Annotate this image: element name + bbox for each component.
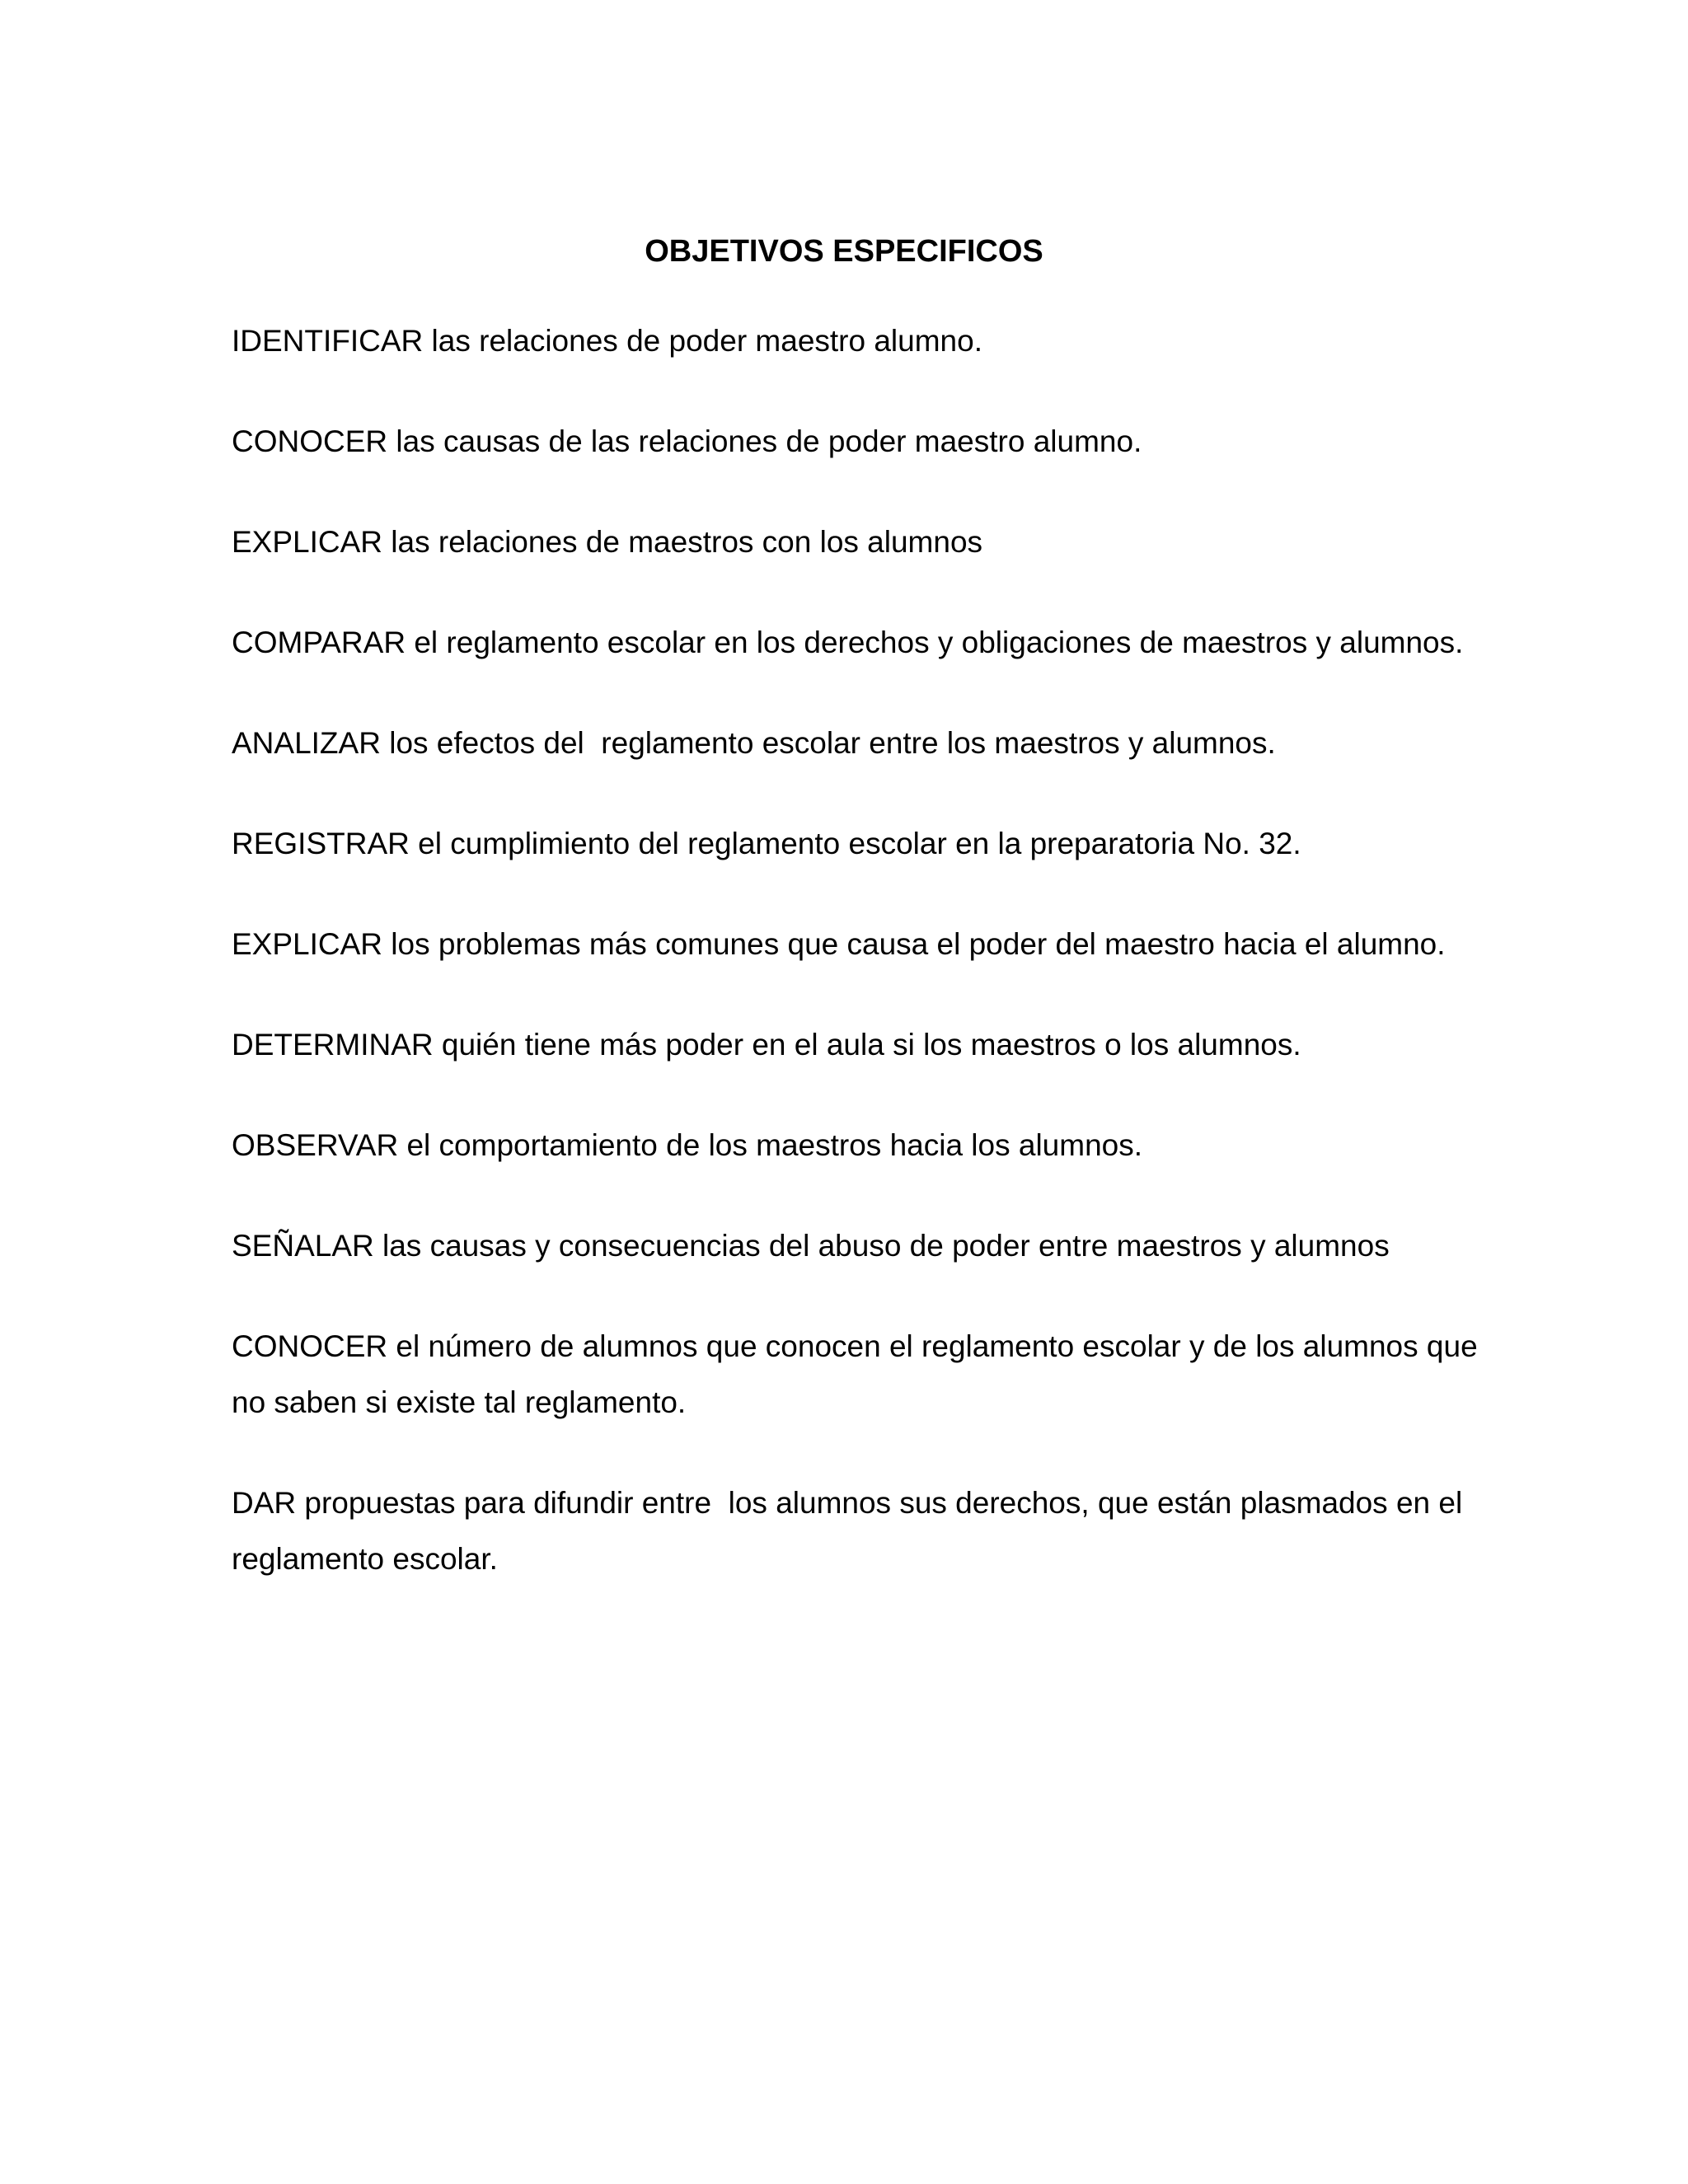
objectives-list [232, 313, 1517, 1632]
objective-verb: CONOCER [232, 1329, 388, 1363]
objective-item [232, 1319, 1517, 1431]
objective-item [232, 1218, 1517, 1274]
objective-item [232, 1017, 1517, 1073]
objective-item [232, 715, 1517, 771]
objective-item [232, 916, 1517, 972]
objective-item [232, 514, 1517, 570]
objective-verb: EXPLICAR [232, 525, 383, 559]
objective-verb: CONOCER [232, 424, 388, 458]
objective-text: las causas y consecuencias del abuso de poder entre maestros y alumnos [373, 1229, 1390, 1263]
objective-text: los problemas más comunes que causa el poder del maestro hacia el alumno. [382, 927, 1446, 961]
objective-item [232, 1118, 1517, 1174]
objective-verb: IDENTIFICAR [232, 324, 424, 358]
objective-text: el número de alumnos que conocen el reglamento escolar y de los alumnos que no saben si existe tal reglamento. [232, 1329, 1486, 1419]
objective-verb: DETERMINAR [232, 1028, 434, 1062]
objective-item [232, 414, 1517, 470]
objective-item [232, 615, 1517, 671]
objective-text: las causas de las relaciones de poder maestro alumno. [387, 424, 1142, 458]
objective-text: el cumplimiento del reglamento escolar en la preparatoria No. 32. [409, 827, 1301, 860]
objective-text: el reglamento escolar en los derechos y obligaciones de maestros y alumnos. [406, 626, 1464, 659]
objective-text: las relaciones de maestros con los alumnos [382, 525, 983, 559]
objective-verb: REGISTRAR [232, 827, 410, 860]
objective-text: los efectos del reglamento escolar entre los maestros y alumnos. [380, 726, 1276, 760]
objective-verb: COMPARAR [232, 626, 406, 659]
objective-text: las relaciones de poder maestro alumno. [423, 324, 982, 358]
objective-item [232, 313, 1517, 369]
objective-verb: EXPLICAR [232, 927, 383, 961]
objective-verb: DAR [232, 1486, 297, 1520]
objective-text: propuestas para difundir entre los alumnos sus derechos, que están plasmados en el reglamento escolar. [232, 1486, 1471, 1576]
objective-text: el comportamiento de los maestros hacia los alumnos. [398, 1128, 1143, 1162]
objective-verb: SEÑALAR [232, 1229, 374, 1263]
objective-verb: OBSERVAR [232, 1128, 399, 1162]
page-title: OBJETIVOS ESPECIFICOS [645, 234, 1043, 269]
objective-text: quién tiene más poder en el aula si los maestros o los alumnos. [433, 1028, 1301, 1062]
objective-item [232, 1475, 1517, 1587]
objective-item [232, 816, 1517, 872]
objective-verb: ANALIZAR [232, 726, 381, 760]
